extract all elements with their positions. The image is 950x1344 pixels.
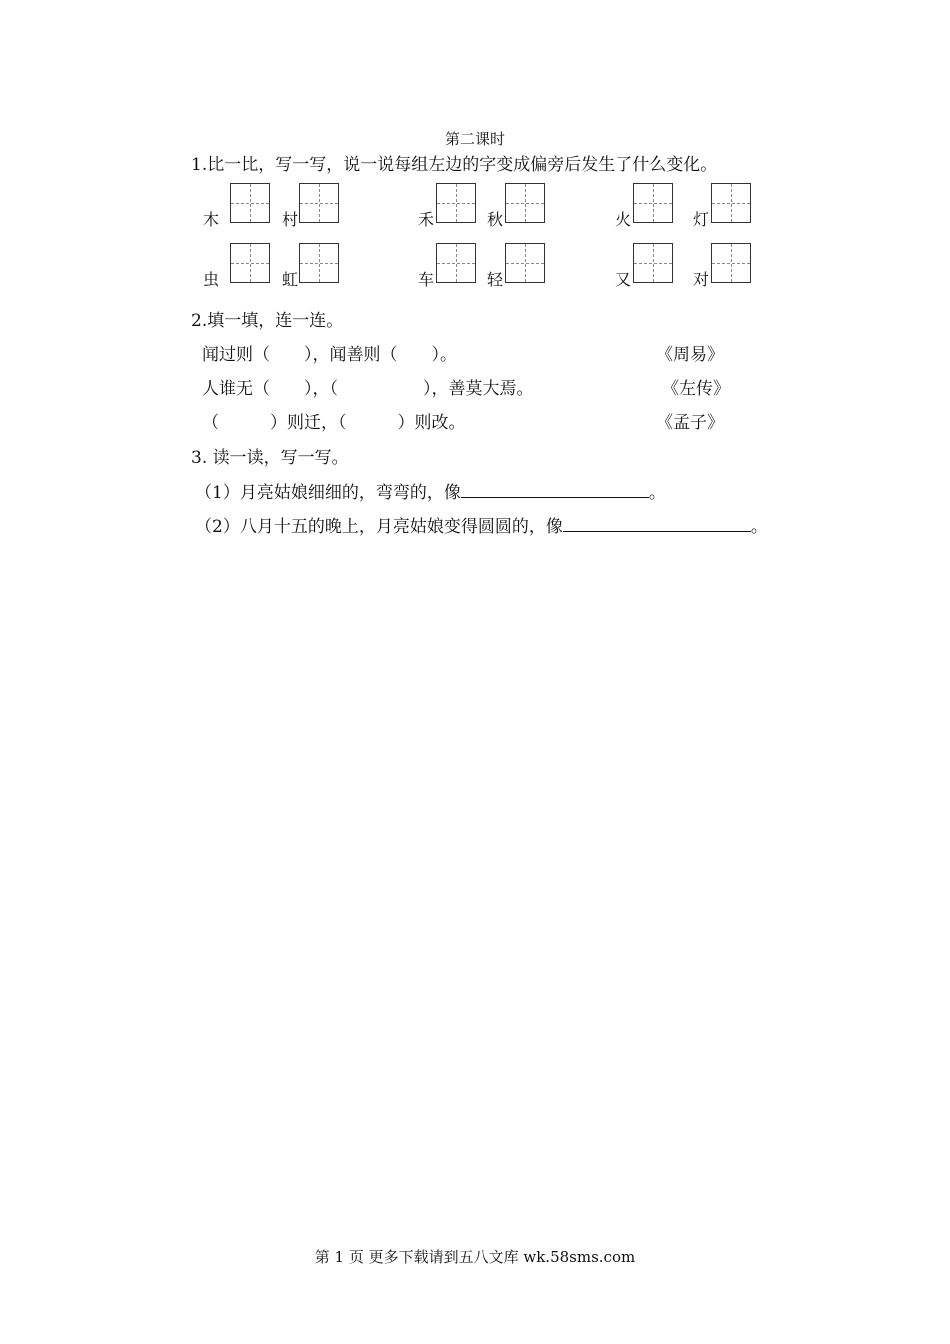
writing-box[interactable]: [711, 243, 751, 283]
writing-box[interactable]: [299, 243, 339, 283]
page-footer: 第 1 页 更多下载请到五八文库 wk.58sms.com: [314, 1248, 636, 1266]
char-cun: 村: [282, 210, 299, 229]
fill-sentence-end: 。: [750, 517, 768, 537]
proverb-line: 闻过则（ ），闻善则（ ）。: [202, 345, 457, 365]
char-che: 车: [418, 270, 435, 289]
proverb-line: （ ）则迁，（ ）则改。: [202, 413, 466, 433]
answer-blank[interactable]: [563, 517, 751, 532]
proverb-source: 《孟子》: [656, 413, 724, 433]
char-mu: 木: [203, 210, 220, 229]
fill-sentence-end: 。: [648, 483, 666, 503]
char-huo: 火: [615, 210, 632, 229]
writing-box[interactable]: [633, 183, 673, 223]
char-deng: 灯: [693, 210, 710, 229]
char-dui: 对: [693, 270, 710, 289]
char-chong: 虫: [203, 270, 220, 289]
writing-box[interactable]: [230, 243, 270, 283]
writing-box[interactable]: [230, 183, 270, 223]
answer-blank[interactable]: [461, 483, 649, 498]
writing-box[interactable]: [299, 183, 339, 223]
writing-box[interactable]: [633, 243, 673, 283]
char-qiu: 秋: [487, 210, 504, 229]
proverb-line: 人谁无（ ），（ ），善莫大焉。: [202, 379, 534, 399]
fill-sentence-2: [195, 512, 768, 537]
char-he: 禾: [418, 210, 435, 229]
writing-box[interactable]: [505, 243, 545, 283]
question-1-prompt: 1.比一比，写一写，说一说每组左边的字变成偏旁后发生了什么变化。: [191, 155, 718, 175]
question-2-prompt: 2.填一填，连一连。: [191, 311, 344, 331]
proverb-source: 《周易》: [656, 345, 724, 365]
page-title: 第二课时: [444, 130, 505, 148]
writing-box[interactable]: [436, 243, 476, 283]
fill-sentence-1: [195, 478, 666, 503]
fill-sentence-text: （1）月亮姑娘细细的，弯弯的，像: [195, 483, 461, 503]
writing-box[interactable]: [505, 183, 545, 223]
question-3-prompt: 3. 读一读，写一写。: [191, 448, 349, 468]
char-hong: 虹: [282, 270, 299, 289]
char-you: 又: [615, 270, 632, 289]
writing-box[interactable]: [711, 183, 751, 223]
writing-box[interactable]: [436, 183, 476, 223]
proverb-source: 《左传》: [662, 379, 730, 399]
fill-sentence-text: （2）八月十五的晚上，月亮姑娘变得圆圆的，像: [195, 517, 563, 537]
char-qing: 轻: [487, 270, 504, 289]
